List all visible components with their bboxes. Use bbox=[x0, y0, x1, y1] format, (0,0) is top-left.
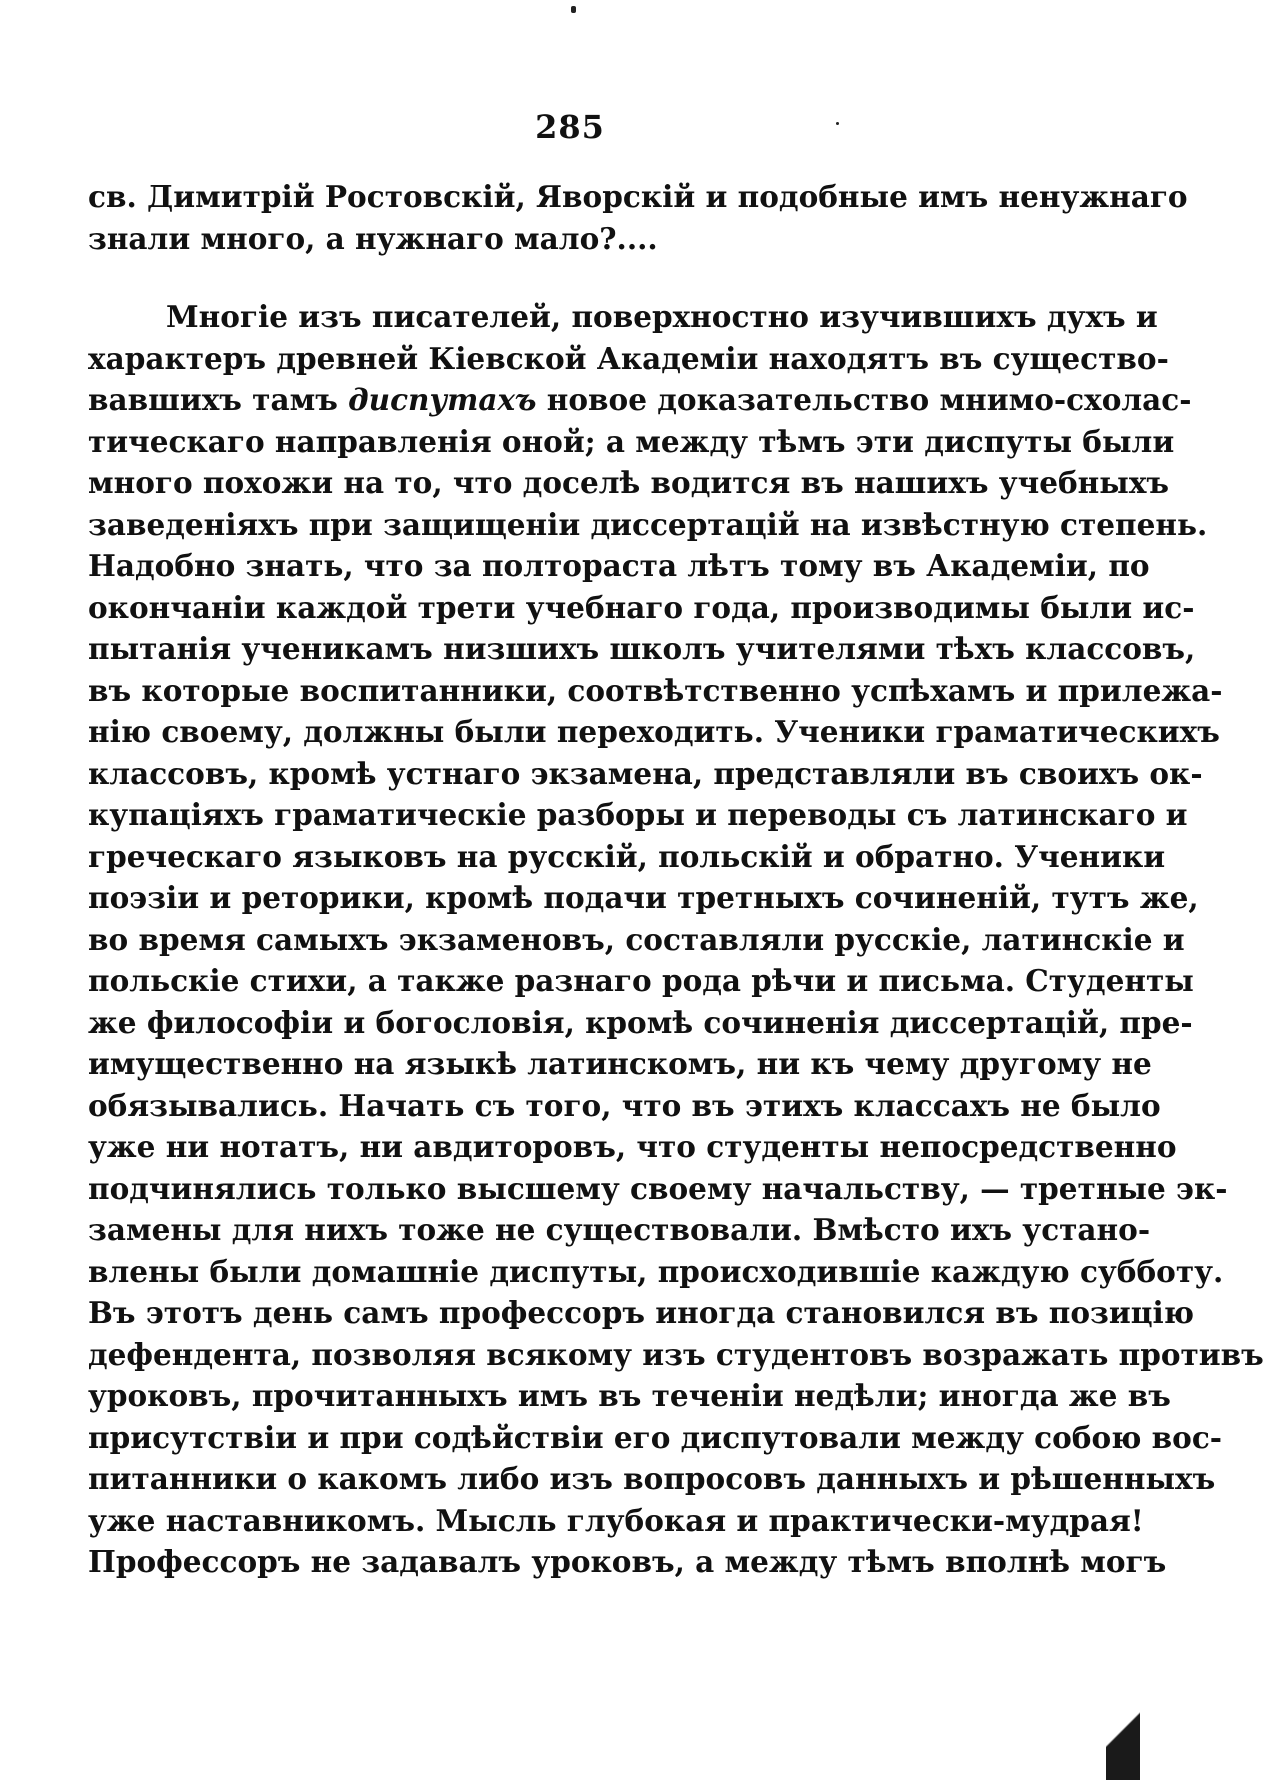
italic-emphasis: диспутахъ bbox=[348, 382, 537, 417]
text-line: характеръ древней Кіевской Академіи находятъ въ существо- bbox=[88, 340, 1169, 376]
paragraph-main bbox=[88, 296, 1264, 1583]
text-line: Профессоръ не задавалъ уроковъ, а между тѣмъ вполнѣ могъ bbox=[88, 1544, 1167, 1579]
text-line: окончаніи каждой трети учебнаго года, производимы были ис- bbox=[88, 589, 1195, 625]
text-line: Надобно знать, что за полтораста лѣтъ тому въ Академіи, по bbox=[88, 548, 1150, 583]
paragraph-continuation bbox=[88, 176, 1188, 259]
text-line: присутствіи и при содѣйствіи его диспутовали между собою вос- bbox=[88, 1419, 1223, 1455]
page-corner-shadow bbox=[1106, 1700, 1140, 1780]
text-line: св. Димитрій Ростовскій, Яворскій и подобные имъ ненужнаго bbox=[88, 179, 1188, 214]
text-line: греческаго языковъ на русскій, польскій и обратно. Ученики bbox=[88, 838, 1166, 874]
text-line: поэзіи и реторики, кромѣ подачи третныхъ сочиненій, тутъ же, bbox=[88, 880, 1199, 915]
text-line: тическаго направленія оной; а между тѣмъ эти диспуты были bbox=[88, 423, 1175, 459]
text-line: нію своему, должны были переходить. Ученики граматическихъ bbox=[88, 714, 1220, 749]
text-line: во время самыхъ экзаменовъ, составляли русскіе, латинскіе и bbox=[88, 921, 1185, 957]
text-line: въ которые воспитанники, соотвѣтственно успѣхамъ и прилежа- bbox=[88, 672, 1223, 708]
text-line: польскіе стихи, а также разнаго рода рѣчи и письма. Студенты bbox=[88, 963, 1194, 998]
text-line: уроковъ, прочитанныхъ имъ въ теченіи недѣли; иногда же въ bbox=[88, 1378, 1171, 1413]
text-line: имущественно на языкѣ латинскомъ, ни къ чему другому не bbox=[88, 1046, 1152, 1081]
text-line: же философіи и богословія, кромѣ сочиненія диссертацій, пре- bbox=[88, 1004, 1193, 1040]
text-line: заведеніяхъ при защищеніи диссертацій на извѣстную степень. bbox=[88, 506, 1208, 542]
text-line: замены для нихъ тоже не существовали. Вмѣсто ихъ устано- bbox=[88, 1212, 1151, 1247]
text-line: классовъ, кромѣ устнаго экзамена, представляли въ своихъ ок- bbox=[88, 755, 1203, 791]
text-line: уже ни нотатъ, ни авдиторовъ, что студенты непосредственно bbox=[88, 1129, 1177, 1164]
text-line: знали много, а нужнаго мало?.... bbox=[88, 220, 658, 256]
page-number: 285 bbox=[535, 108, 605, 146]
text-line: вавшихъ тамъ диспутахъ новое доказательство мнимо-схолас- bbox=[88, 382, 1192, 417]
text-line: подчинялись только высшему своему начальству, — третные эк- bbox=[88, 1170, 1228, 1206]
text-line: пытанія ученикамъ низшихъ школъ учителями тѣхъ классовъ, bbox=[88, 631, 1196, 666]
text-line: Многіе изъ писателей, поверхностно изучившихъ духъ и bbox=[166, 299, 1158, 334]
text-line: Въ этотъ день самъ профессоръ иногда становился въ позицію bbox=[88, 1295, 1194, 1330]
text-line: обязывались. Начать съ того, что въ этихъ классахъ не было bbox=[88, 1087, 1161, 1123]
ink-speck bbox=[571, 6, 576, 13]
text-line: купаціяхъ граматическіе разборы и переводы съ латинскаго и bbox=[88, 797, 1188, 832]
text-line: уже наставникомъ. Мысль глубокая и практически-мудрая! bbox=[88, 1502, 1144, 1538]
text-line: дефендента, позволяя всякому изъ студентовъ возражать противъ bbox=[88, 1336, 1264, 1372]
text-line: питанники о какомъ либо изъ вопросовъ данныхъ и рѣшенныхъ bbox=[88, 1461, 1216, 1496]
text-line: много похожи на то, что доселѣ водится въ нашихъ учебныхъ bbox=[88, 465, 1170, 500]
text-line: влены были домашніе диспуты, происходившіе каждую субботу. bbox=[88, 1253, 1224, 1289]
